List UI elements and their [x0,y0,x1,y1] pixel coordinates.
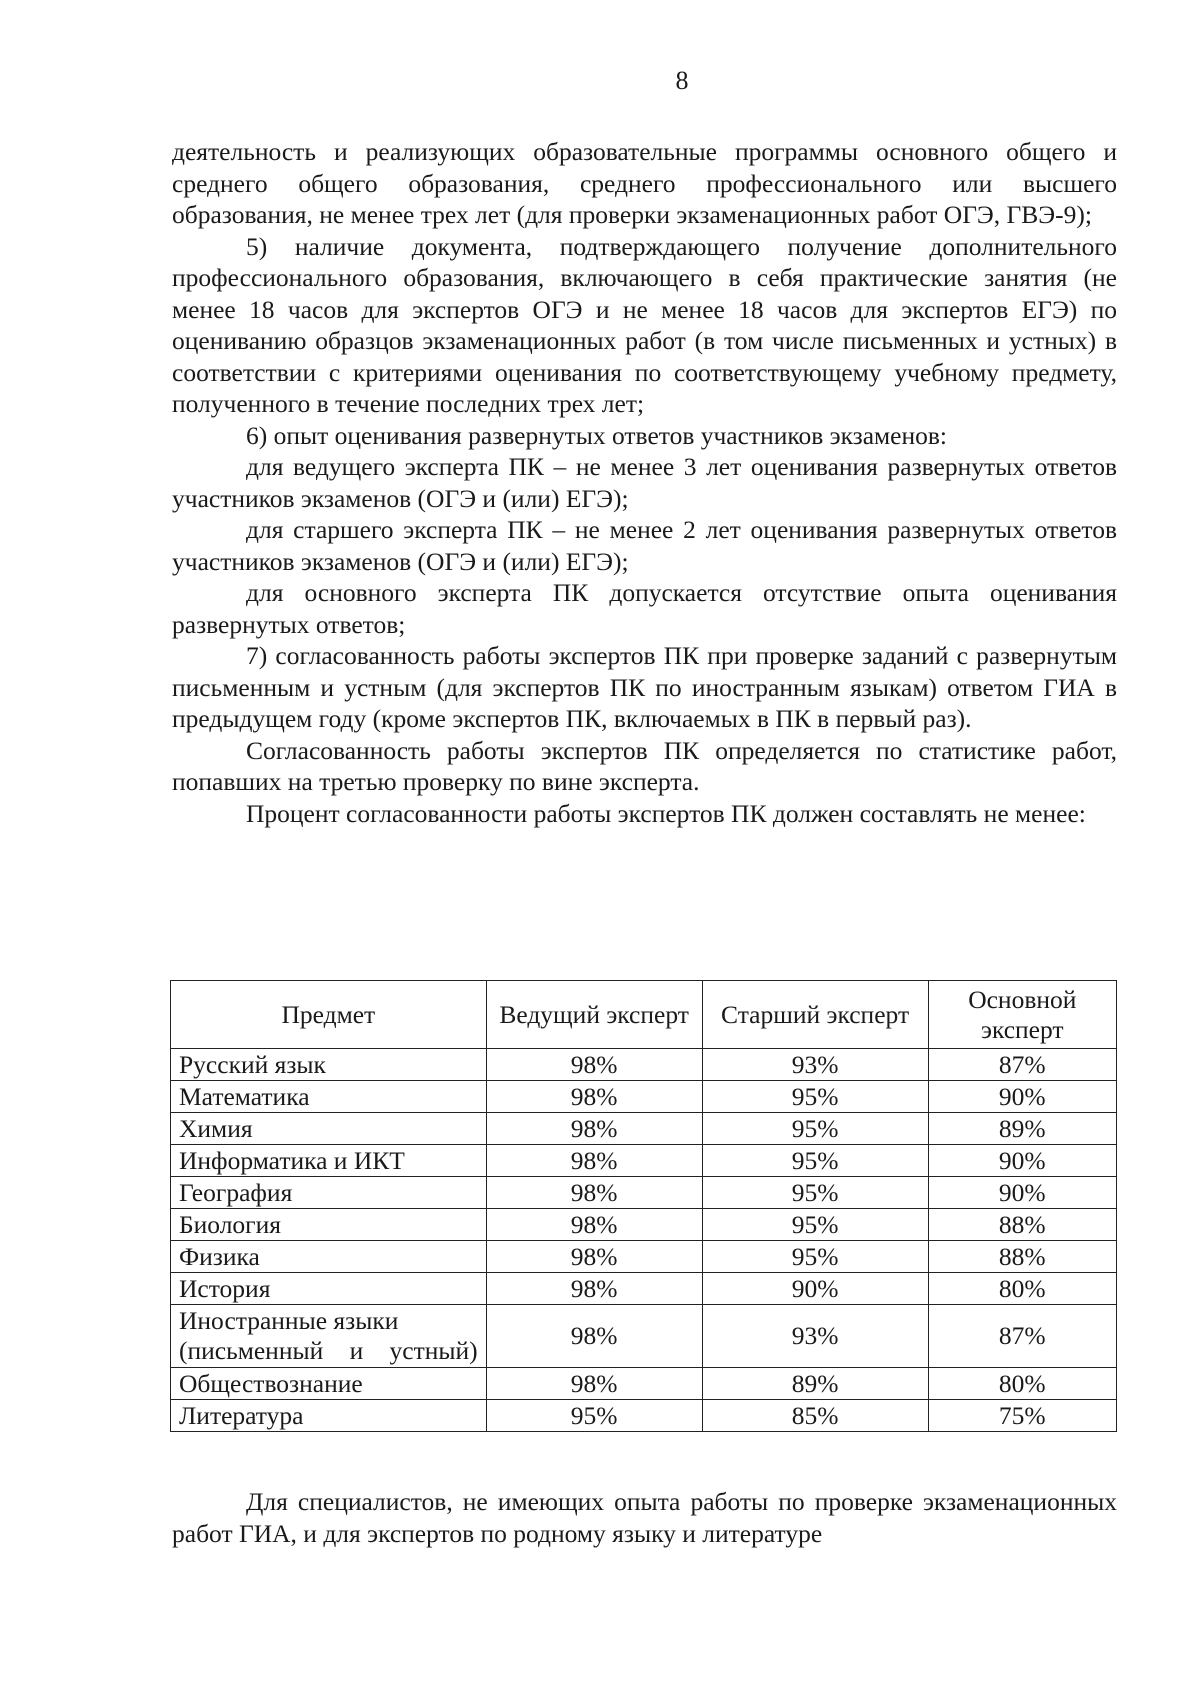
main-value: 88% [928,1241,1116,1273]
subject-cell: Литература [171,1400,487,1432]
header-lead-expert: Ведущий эксперт [486,981,702,1049]
main-value: 90% [928,1177,1116,1209]
paragraph-item-6: 6) опыт оценивания развернутых ответов участников экзаменов: [246,420,948,450]
main-value: 87% [928,1305,1116,1368]
table-header-row [171,981,1117,1049]
main-value: 89% [928,1113,1116,1145]
lead-value: 98% [486,1081,702,1113]
lead-value: 98% [486,1368,702,1400]
subject-cell: Математика [171,1081,487,1113]
table-row [171,1113,1117,1145]
subject-cell: Русский язык [171,1049,487,1081]
table-row [171,1368,1117,1400]
senior-value: 95% [702,1081,928,1113]
main-value: 88% [928,1209,1116,1241]
senior-value: 85% [702,1400,928,1432]
paragraph-item-5: 5) наличие документа, подтверждающего получение дополнительного профессионального образования, включающего в себя практические занятия (не менее 18 часов для экспертов ОГЭ и не менее 18 часов для экспертов ЕГЭ) по оцениванию образцов экзаменационных работ (в том числе письменных и устных) в соответствии с критериями оценивания по соответствующему учебному предмету, полученного в течение последних трех лет; [172,231,1117,418]
senior-value: 95% [702,1177,928,1209]
subject-cell: Физика [171,1241,487,1273]
subject-cell: Биология [171,1209,487,1241]
subject-cell: Информатика и ИКТ [171,1145,487,1177]
page-number: 8 [675,66,689,95]
table-row [171,1177,1117,1209]
senior-value: 93% [702,1049,928,1081]
body-text [172,136,1117,829]
paragraph-consistency-percent: Процент согласованности работы экспертов ПК должен составлять не менее: [246,798,1086,828]
table-row [171,1145,1117,1177]
lead-value: 95% [486,1400,702,1432]
subject-cell: История [171,1273,487,1305]
header-senior-expert: Старший эксперт [702,981,928,1049]
paragraph-item-7: 7) согласованность работы экспертов ПК при проверке заданий с развернутым письменным и устным (для экспертов ПК по иностранным языкам) ответом ГИА в предыдущем году (кроме экспертов ПК, включаемых в ПК в первый раз). [172,641,1117,733]
paragraph-consistency-definition: Согласованность работы экспертов ПК определяется по статистике работ, попавших на третью проверку по вине эксперта. [172,735,1117,796]
subject-cell: Иностранные языки (письменный и устный) [171,1305,487,1368]
senior-value: 95% [702,1145,928,1177]
main-value: 90% [928,1145,1116,1177]
header-subject: Предмет [171,981,487,1049]
lead-value: 98% [486,1049,702,1081]
table-row [171,1049,1117,1081]
table-row [171,1241,1117,1273]
main-value: 87% [928,1049,1116,1081]
header-main-expert: Основной эксперт [928,981,1116,1049]
table-row [171,1400,1117,1432]
senior-value: 93% [702,1305,928,1368]
subject-cell: Химия [171,1113,487,1145]
lead-value: 98% [486,1273,702,1305]
lead-value: 98% [486,1177,702,1209]
senior-value: 95% [702,1241,928,1273]
main-value: 75% [928,1400,1116,1432]
lead-value: 98% [486,1113,702,1145]
footer-text [172,1486,1117,1550]
subject-cell: Обществознание [171,1368,487,1400]
paragraph-footer: Для специалистов, не имеющих опыта работы по проверке экзаменационных работ ГИА, и для экспертов по родному языку и литературе [172,1487,1117,1548]
main-value: 80% [928,1368,1116,1400]
subject-cell: География [171,1177,487,1209]
table-row [171,1209,1117,1241]
senior-value: 95% [702,1209,928,1241]
lead-value: 98% [486,1305,702,1368]
table-row [171,1273,1117,1305]
lead-value: 98% [486,1209,702,1241]
paragraph-senior-expert: для старшего эксперта ПК – не менее 2 лет оценивания развернутых ответов участников экзаменов (ОГЭ и (или) ЕГЭ); [172,515,1117,576]
main-value: 80% [928,1273,1116,1305]
paragraph-lead-expert: для ведущего эксперта ПК – не менее 3 лет оценивания развернутых ответов участников экзаменов (ОГЭ и (или) ЕГЭ); [172,452,1117,513]
senior-value: 95% [702,1113,928,1145]
senior-value: 89% [702,1368,928,1400]
consistency-table [170,980,1117,1432]
table-row [171,1305,1117,1368]
main-value: 90% [928,1081,1116,1113]
table-row [171,1081,1117,1113]
lead-value: 98% [486,1145,702,1177]
lead-value: 98% [486,1241,702,1273]
paragraph-main-expert: для основного эксперта ПК допускается отсутствие опыта оценивания развернутых ответов; [172,578,1117,639]
paragraph-continuation: деятельность и реализующих образовательные программы основного общего и среднего общего образования, среднего профессионального или высшего образования, не менее трех лет (для проверки экзаменационных работ ОГЭ, ГВЭ-9); [172,137,1117,229]
senior-value: 90% [702,1273,928,1305]
